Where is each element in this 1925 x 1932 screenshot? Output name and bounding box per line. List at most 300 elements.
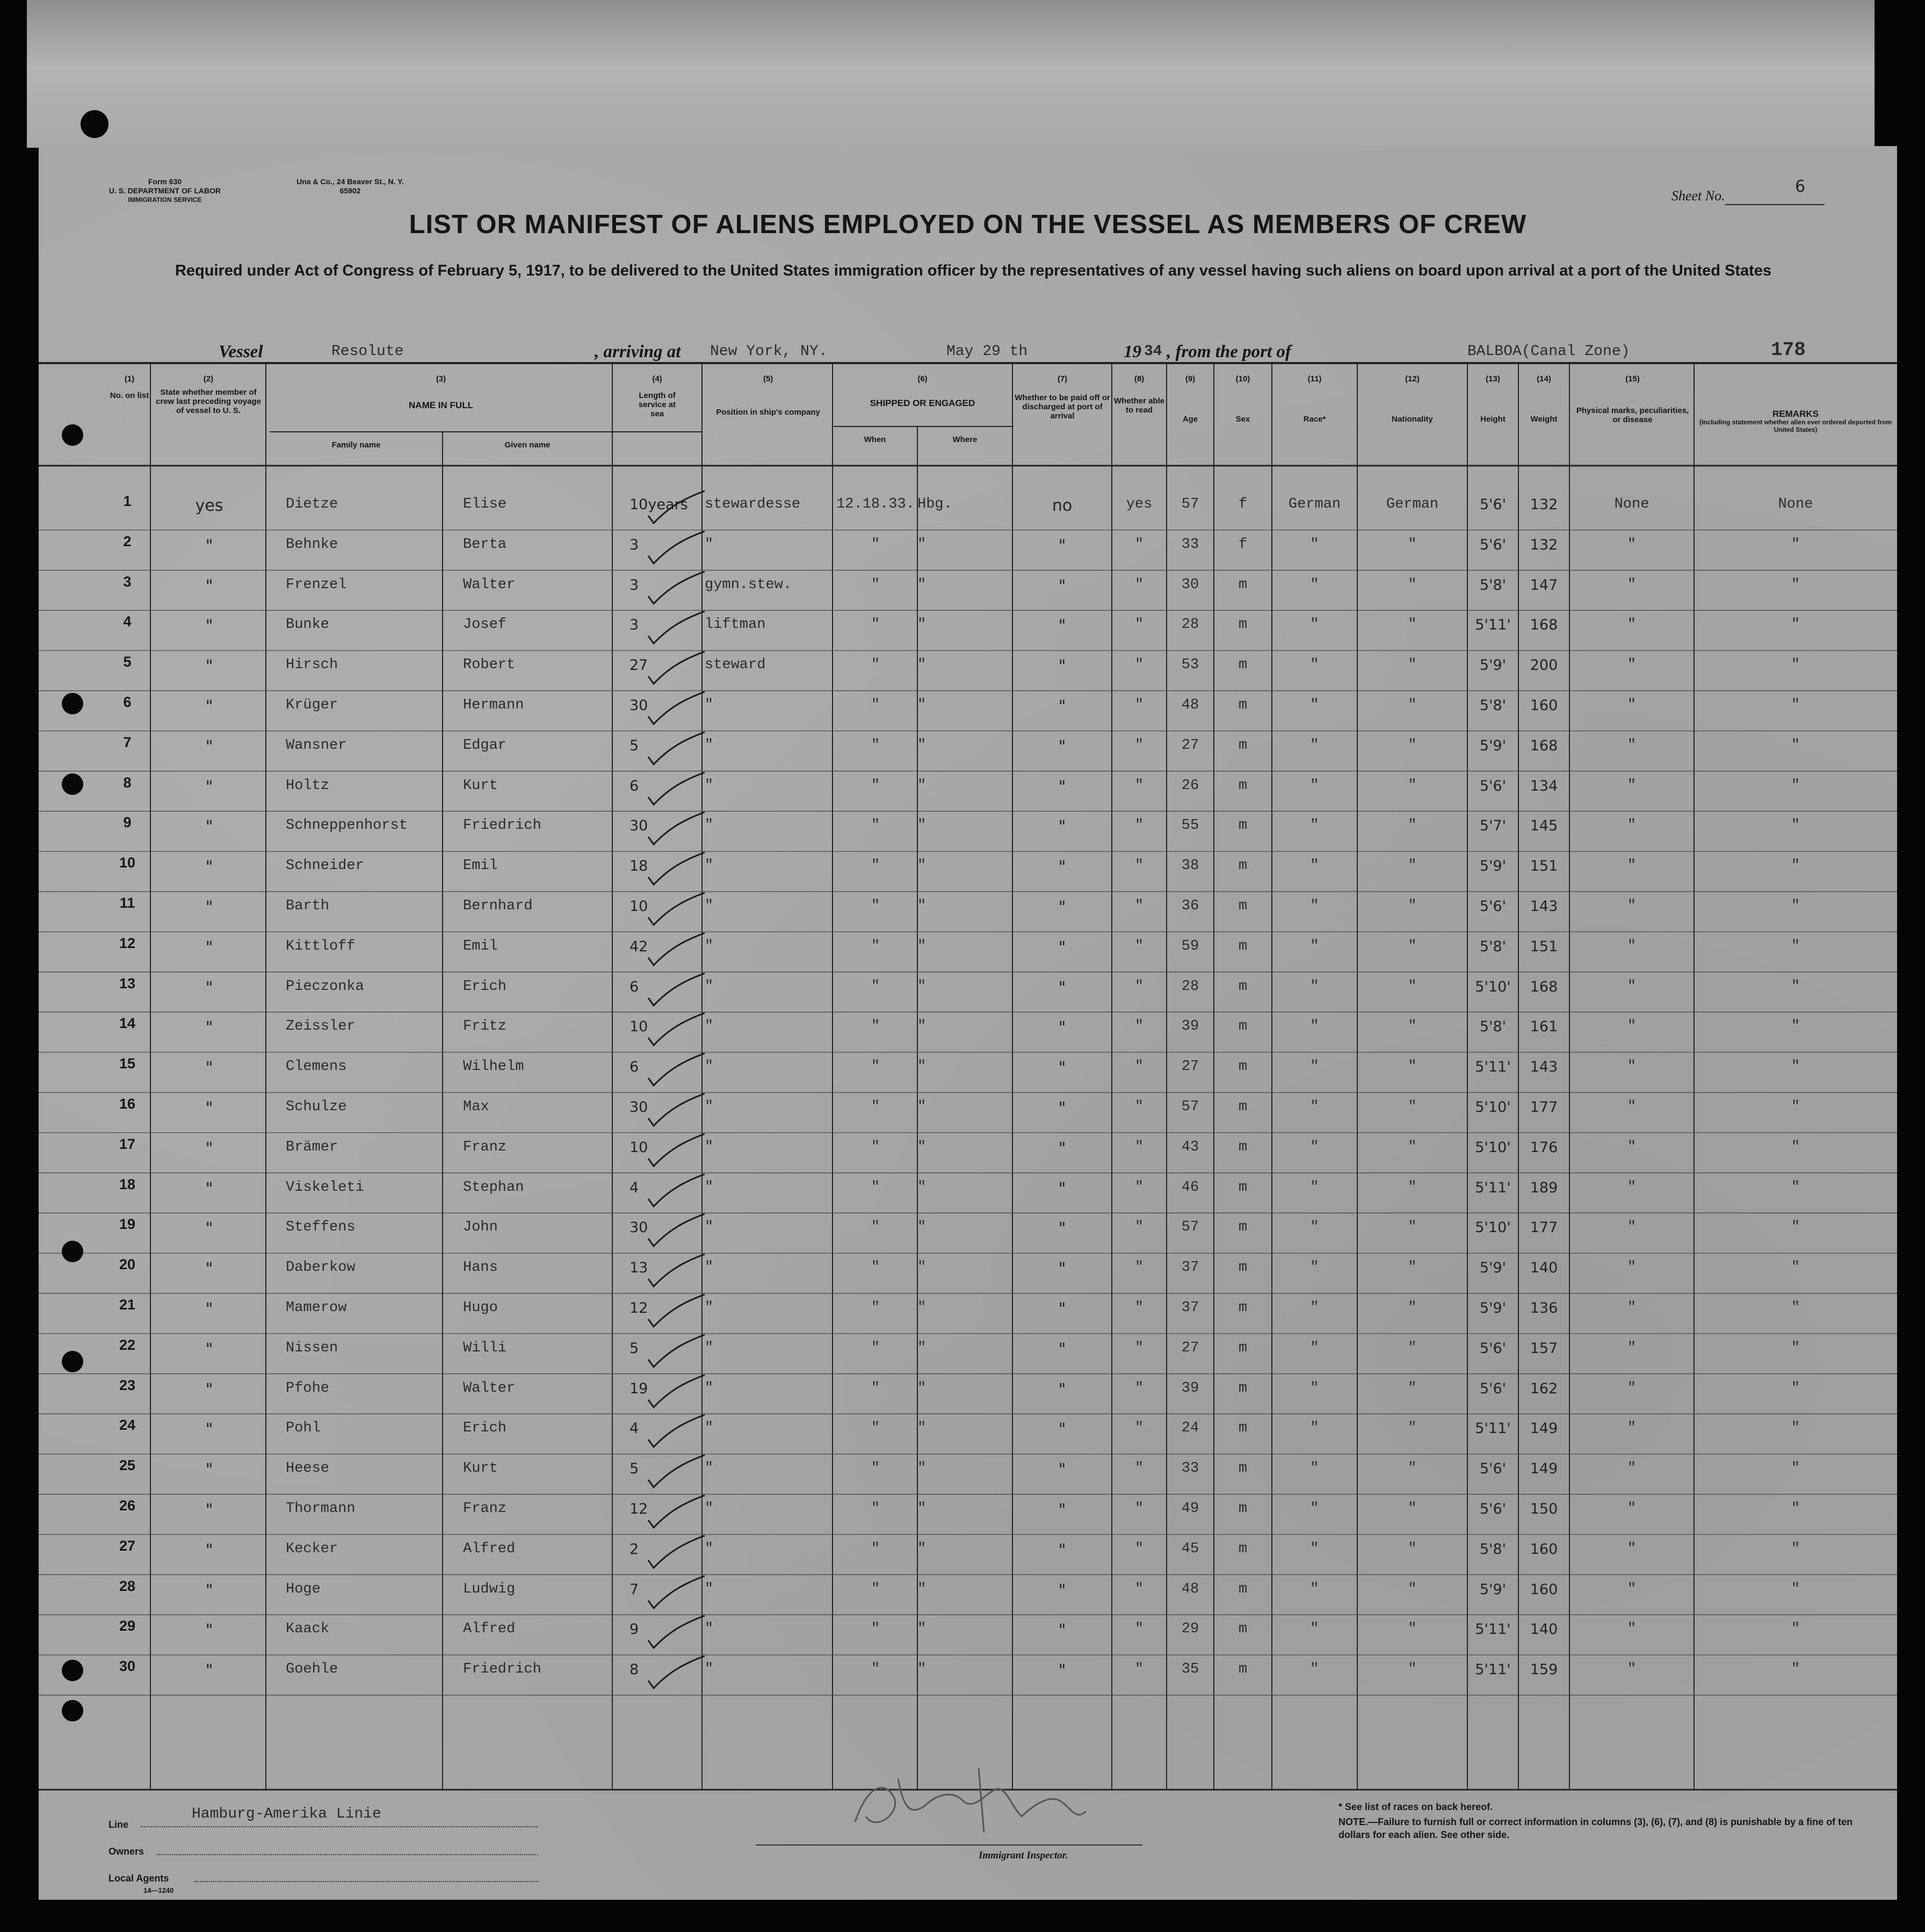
row-number: 1 bbox=[123, 493, 132, 509]
cell-position: " bbox=[705, 1661, 714, 1678]
cell-age: 57 bbox=[1181, 496, 1199, 512]
cell-given-name: Robert bbox=[463, 657, 516, 674]
cell-remarks: " bbox=[1791, 978, 1800, 995]
check-mark-icon bbox=[611, 691, 707, 728]
cell-given-name: Kurt bbox=[463, 777, 498, 794]
cell-position: " bbox=[705, 737, 714, 754]
check-mark-icon bbox=[611, 1173, 707, 1211]
cell-race: German bbox=[1288, 496, 1341, 512]
cell-given-name: Alfred bbox=[463, 1540, 516, 1557]
cell-paid-off: " bbox=[1058, 898, 1066, 917]
cell-race: " bbox=[1310, 1099, 1319, 1115]
cell-position: " bbox=[705, 777, 714, 794]
cell-position: liftman bbox=[705, 617, 766, 633]
cell-able-to-read: " bbox=[1134, 536, 1144, 553]
arrival-port: New York, NY. bbox=[710, 343, 828, 360]
cell-able-to-read: " bbox=[1134, 1540, 1144, 1557]
cell-physical-marks: " bbox=[1627, 576, 1637, 593]
cell-family-name: Kaack bbox=[286, 1621, 330, 1638]
cell-service: 6 bbox=[629, 1059, 639, 1076]
cell-when: " bbox=[871, 1340, 880, 1356]
cell-family-name: Dietze bbox=[286, 496, 338, 512]
table-row bbox=[39, 1414, 1897, 1454]
cell-when: " bbox=[871, 1059, 880, 1075]
cell-where: " bbox=[917, 1621, 927, 1638]
cell-where: " bbox=[917, 1340, 927, 1356]
check-mark-icon bbox=[611, 1133, 707, 1170]
cell-family-name: Steffens bbox=[286, 1219, 356, 1236]
cell-when: " bbox=[871, 1018, 880, 1035]
col-14-number: (14) bbox=[1537, 374, 1551, 383]
cell-prev-voyage: " bbox=[205, 1581, 213, 1600]
cell-where: " bbox=[917, 1420, 927, 1437]
cell-height: 5'8' bbox=[1479, 576, 1507, 594]
cell-weight: 168 bbox=[1530, 978, 1558, 995]
check-mark-icon bbox=[611, 731, 707, 769]
cell-remarks: None bbox=[1778, 496, 1813, 512]
cell-able-to-read: " bbox=[1134, 1059, 1144, 1075]
cell-race: " bbox=[1310, 817, 1319, 834]
cell-when: " bbox=[871, 1581, 880, 1597]
cell-height: 5'10' bbox=[1475, 1219, 1511, 1236]
cell-family-name: Wansner bbox=[286, 737, 347, 754]
col-head-8 bbox=[1113, 374, 1166, 415]
cell-physical-marks: " bbox=[1627, 737, 1637, 754]
cell-service: 10 bbox=[629, 1018, 648, 1036]
cell-position: " bbox=[705, 1219, 714, 1236]
cell-when: " bbox=[871, 1661, 880, 1678]
cell-position: " bbox=[705, 1540, 714, 1557]
cell-weight: 134 bbox=[1530, 777, 1558, 794]
cell-weight: 149 bbox=[1530, 1420, 1558, 1437]
cell-physical-marks: " bbox=[1627, 817, 1637, 834]
agents-label: Local Agents bbox=[108, 1873, 169, 1884]
cell-nationality: " bbox=[1408, 1581, 1417, 1597]
cell-race: " bbox=[1310, 536, 1319, 553]
cell-where: Hbg. bbox=[917, 496, 952, 512]
cell-prev-voyage: " bbox=[205, 1219, 213, 1239]
row-number: 4 bbox=[123, 613, 132, 630]
cell-family-name: Mamerow bbox=[286, 1300, 347, 1316]
cell-nationality: " bbox=[1408, 1460, 1417, 1477]
cell-given-name: Edgar bbox=[463, 737, 507, 754]
table-row bbox=[39, 1575, 1897, 1615]
cell-paid-off: " bbox=[1058, 1501, 1066, 1519]
cell-given-name: Emil bbox=[463, 938, 498, 954]
form-number: Form 630 bbox=[148, 177, 182, 186]
cell-position: gymn.stew. bbox=[705, 576, 792, 593]
cell-age: 45 bbox=[1181, 1540, 1199, 1557]
cell-paid-off: " bbox=[1058, 1380, 1066, 1399]
cell-nationality: " bbox=[1408, 1501, 1417, 1517]
cell-given-name: Hugo bbox=[463, 1300, 498, 1316]
col-10-label: Sex bbox=[1235, 415, 1250, 424]
cell-where: " bbox=[917, 1059, 927, 1075]
row-number: 22 bbox=[119, 1336, 136, 1353]
cell-nationality: " bbox=[1408, 1099, 1417, 1115]
cell-family-name: Behnke bbox=[286, 536, 338, 553]
col-10-number: (10) bbox=[1235, 374, 1250, 383]
check-mark-icon bbox=[611, 650, 707, 688]
cell-weight: 161 bbox=[1530, 1018, 1558, 1036]
col-head-14 bbox=[1518, 374, 1569, 424]
table-row bbox=[39, 972, 1897, 1012]
cell-sex: m bbox=[1238, 1581, 1248, 1597]
printer-name: Una & Co., 24 Beaver St., N. Y. bbox=[296, 177, 404, 186]
punch-hole bbox=[81, 110, 108, 138]
cell-age: 49 bbox=[1181, 1501, 1199, 1517]
cell-age: 48 bbox=[1181, 697, 1199, 713]
row-number: 28 bbox=[119, 1578, 136, 1594]
cell-sex: m bbox=[1238, 1099, 1248, 1115]
cell-paid-off: " bbox=[1058, 1260, 1066, 1279]
cell-family-name: Pohl bbox=[286, 1420, 321, 1437]
cell-race: " bbox=[1310, 1420, 1319, 1437]
col-9-label: Age bbox=[1182, 415, 1198, 424]
cell-given-name: Erich bbox=[463, 1420, 507, 1437]
cell-service: 4 bbox=[629, 1179, 639, 1196]
cell-service: 5 bbox=[629, 1460, 639, 1478]
cell-when: " bbox=[871, 1179, 880, 1196]
cell-able-to-read: " bbox=[1134, 1219, 1144, 1236]
cell-able-to-read: " bbox=[1134, 898, 1144, 914]
cell-family-name: Nissen bbox=[286, 1340, 338, 1356]
cell-weight: 168 bbox=[1530, 737, 1558, 754]
line-underline bbox=[141, 1826, 538, 1827]
cell-physical-marks: " bbox=[1627, 1621, 1637, 1638]
cell-height: 5'11' bbox=[1475, 1661, 1511, 1678]
cell-able-to-read: " bbox=[1134, 1018, 1144, 1035]
cell-height: 5'11' bbox=[1475, 1179, 1511, 1196]
cell-family-name: Pfohe bbox=[286, 1380, 330, 1396]
cell-prev-voyage: " bbox=[205, 817, 213, 837]
cell-prev-voyage: " bbox=[205, 1260, 213, 1279]
cell-position: " bbox=[705, 938, 714, 954]
cell-sex: m bbox=[1238, 1059, 1248, 1075]
from-label: , from the port of bbox=[1167, 342, 1291, 361]
cell-race: " bbox=[1310, 1581, 1319, 1597]
cell-race: " bbox=[1310, 1540, 1319, 1557]
cell-nationality: German bbox=[1386, 496, 1439, 512]
col-head-5 bbox=[705, 374, 831, 417]
cell-family-name: Barth bbox=[286, 898, 330, 914]
cell-able-to-read: " bbox=[1134, 1340, 1144, 1356]
cell-height: 5'6' bbox=[1479, 1340, 1507, 1357]
col-16-sublabel: (Including statement whether alien ever ordered deported from United States) bbox=[1699, 418, 1892, 433]
punch-hole bbox=[62, 1351, 83, 1372]
check-mark-icon bbox=[611, 1293, 707, 1331]
check-mark-icon bbox=[611, 1414, 707, 1451]
table-row bbox=[39, 1253, 1897, 1293]
table-row bbox=[39, 731, 1897, 771]
cell-service: 27 bbox=[629, 657, 648, 674]
cell-race: " bbox=[1310, 1661, 1319, 1678]
cell-physical-marks: " bbox=[1627, 1260, 1637, 1276]
cell-family-name: Pieczonka bbox=[286, 978, 364, 995]
inspector-signature bbox=[844, 1757, 1145, 1849]
cell-physical-marks: " bbox=[1627, 617, 1637, 633]
cell-prev-voyage: " bbox=[205, 617, 213, 636]
table-row bbox=[39, 1052, 1897, 1092]
cell-service: 9 bbox=[629, 1621, 639, 1638]
check-mark-icon bbox=[611, 490, 707, 527]
cell-service: 10 bbox=[629, 1139, 648, 1156]
col-head-9 bbox=[1167, 374, 1214, 424]
cell-weight: 136 bbox=[1530, 1300, 1558, 1316]
cell-height: 5'9' bbox=[1479, 1300, 1507, 1316]
cell-age: 29 bbox=[1181, 1621, 1199, 1638]
cell-sex: m bbox=[1238, 1420, 1248, 1437]
cell-weight: 151 bbox=[1530, 938, 1558, 955]
cell-height: 5'9' bbox=[1479, 737, 1507, 754]
cell-paid-off: " bbox=[1058, 1460, 1066, 1480]
cell-where: " bbox=[917, 536, 927, 553]
cell-when: " bbox=[871, 978, 880, 995]
check-mark-icon bbox=[611, 1213, 707, 1250]
cell-race: " bbox=[1310, 1260, 1319, 1276]
cell-sex: m bbox=[1238, 1501, 1248, 1517]
cell-when: " bbox=[871, 1099, 880, 1115]
cell-age: 28 bbox=[1181, 978, 1199, 995]
cell-prev-voyage: " bbox=[205, 737, 213, 756]
row-number: 15 bbox=[119, 1055, 136, 1072]
cell-when: " bbox=[871, 938, 880, 954]
cell-nationality: " bbox=[1408, 1300, 1417, 1316]
cell-paid-off: " bbox=[1058, 737, 1066, 756]
cell-weight: 143 bbox=[1530, 898, 1558, 915]
cell-weight: 140 bbox=[1530, 1621, 1558, 1638]
vessel-name: Resolute bbox=[331, 343, 404, 360]
cell-given-name: Kurt bbox=[463, 1460, 498, 1477]
row-number: 17 bbox=[119, 1135, 136, 1152]
cell-where: " bbox=[917, 898, 927, 914]
cell-weight: 132 bbox=[1530, 496, 1558, 513]
cell-remarks: " bbox=[1791, 697, 1800, 713]
cell-where: " bbox=[917, 1179, 927, 1196]
cell-physical-marks: " bbox=[1627, 858, 1637, 874]
row-number: 20 bbox=[119, 1256, 136, 1273]
cell-weight: 143 bbox=[1530, 1059, 1558, 1076]
underlying-sheet-edge bbox=[27, 0, 1875, 148]
cell-remarks: " bbox=[1791, 898, 1800, 914]
cell-age: 27 bbox=[1181, 737, 1199, 754]
cell-prev-voyage: " bbox=[205, 1540, 213, 1560]
cell-nationality: " bbox=[1408, 1340, 1417, 1356]
cell-nationality: " bbox=[1408, 576, 1417, 593]
cell-given-name: Walter bbox=[463, 1380, 516, 1396]
row-number: 14 bbox=[119, 1015, 136, 1032]
table-row bbox=[39, 1213, 1897, 1253]
col-15-label: Physical marks, peculiarities, or disease bbox=[1576, 406, 1689, 424]
cell-service: 12 bbox=[629, 1300, 648, 1316]
cell-able-to-read: " bbox=[1134, 938, 1144, 954]
cell-remarks: " bbox=[1791, 1179, 1800, 1196]
cell-position: steward bbox=[705, 657, 766, 674]
table-row bbox=[39, 1615, 1897, 1655]
cell-paid-off: " bbox=[1058, 1139, 1066, 1158]
cell-where: " bbox=[917, 617, 927, 633]
table-row bbox=[39, 1454, 1897, 1494]
cell-given-name: Berta bbox=[463, 536, 507, 553]
cell-remarks: " bbox=[1791, 1380, 1800, 1396]
cell-nationality: " bbox=[1408, 1059, 1417, 1075]
check-mark-icon bbox=[611, 1092, 707, 1130]
cell-age: 35 bbox=[1181, 1661, 1199, 1678]
col-3-family-head: Family name bbox=[331, 440, 381, 450]
cell-race: " bbox=[1310, 697, 1319, 713]
cell-position: " bbox=[705, 978, 714, 995]
line-value: Hamburg-Amerika Linie bbox=[192, 1806, 381, 1822]
cell-where: " bbox=[917, 1581, 927, 1597]
col-head-1 bbox=[108, 374, 150, 400]
cell-family-name: Clemens bbox=[286, 1059, 347, 1075]
cell-nationality: " bbox=[1408, 1260, 1417, 1276]
cell-sex: f bbox=[1238, 496, 1248, 512]
cell-race: " bbox=[1310, 1059, 1319, 1075]
table-row bbox=[39, 851, 1897, 892]
cell-position: " bbox=[705, 1501, 714, 1517]
sheet-label: Sheet No. bbox=[1671, 188, 1725, 204]
cell-physical-marks: " bbox=[1627, 978, 1637, 995]
check-mark-icon bbox=[611, 610, 707, 648]
row-number: 19 bbox=[119, 1216, 136, 1233]
cell-prev-voyage: " bbox=[205, 1059, 213, 1078]
cell-race: " bbox=[1310, 1018, 1319, 1035]
row-number: 13 bbox=[119, 975, 136, 992]
cell-race: " bbox=[1310, 1460, 1319, 1477]
cell-race: " bbox=[1310, 1139, 1319, 1155]
line-label: Line bbox=[108, 1819, 129, 1830]
cell-height: 5'7' bbox=[1479, 817, 1507, 835]
cell-height: 5'6' bbox=[1479, 536, 1507, 553]
cell-height: 5'6' bbox=[1479, 496, 1507, 513]
cell-able-to-read: yes bbox=[1126, 496, 1153, 512]
cell-paid-off: " bbox=[1058, 536, 1066, 555]
table-row bbox=[39, 1494, 1897, 1535]
cell-sex: m bbox=[1238, 1460, 1248, 1477]
cell-physical-marks: " bbox=[1627, 1179, 1637, 1196]
cell-where: " bbox=[917, 1501, 927, 1517]
cell-sex: m bbox=[1238, 1661, 1248, 1678]
cell-where: " bbox=[917, 1661, 927, 1678]
col-1-number: (1) bbox=[124, 374, 135, 383]
cell-position: " bbox=[705, 1179, 714, 1196]
check-mark-icon bbox=[611, 851, 707, 889]
punch-hole bbox=[62, 693, 83, 714]
cell-where: " bbox=[917, 657, 927, 674]
cell-when: 12.18.33. bbox=[836, 496, 915, 512]
cell-able-to-read: " bbox=[1134, 1581, 1144, 1597]
cell-able-to-read: " bbox=[1134, 1179, 1144, 1196]
table-row bbox=[39, 490, 1897, 530]
cell-prev-voyage: " bbox=[205, 1661, 213, 1681]
cell-position: stewardesse bbox=[705, 496, 801, 512]
row-number: 9 bbox=[123, 814, 132, 831]
cell-race: " bbox=[1310, 1501, 1319, 1517]
cell-paid-off: " bbox=[1058, 978, 1066, 997]
cell-remarks: " bbox=[1791, 777, 1800, 794]
cell-position: " bbox=[705, 1581, 714, 1597]
cell-sex: m bbox=[1238, 898, 1248, 914]
check-mark-icon bbox=[611, 1575, 707, 1612]
table-row bbox=[39, 1334, 1897, 1374]
cell-sex: m bbox=[1238, 1380, 1248, 1396]
cell-physical-marks: " bbox=[1627, 657, 1637, 674]
cell-able-to-read: " bbox=[1134, 1661, 1144, 1678]
check-mark-icon bbox=[611, 570, 707, 608]
cell-position: " bbox=[705, 817, 714, 834]
cell-weight: 147 bbox=[1530, 576, 1558, 594]
cell-given-name: Hans bbox=[463, 1260, 498, 1276]
cell-paid-off: " bbox=[1058, 1540, 1066, 1560]
cell-service: 30 bbox=[629, 1219, 648, 1236]
row-number: 12 bbox=[119, 935, 136, 951]
cell-service: 8 bbox=[629, 1661, 639, 1678]
check-mark-icon bbox=[611, 1374, 707, 1412]
cell-physical-marks: " bbox=[1627, 1139, 1637, 1155]
cell-nationality: " bbox=[1408, 1540, 1417, 1557]
cell-height: 5'8' bbox=[1479, 938, 1507, 955]
cell-remarks: " bbox=[1791, 1621, 1800, 1638]
cell-prev-voyage: " bbox=[205, 536, 213, 555]
cell-remarks: " bbox=[1791, 737, 1800, 754]
cell-position: " bbox=[705, 1300, 714, 1316]
cell-remarks: " bbox=[1791, 1420, 1800, 1437]
cell-when: " bbox=[871, 1621, 880, 1638]
check-mark-icon bbox=[611, 1052, 707, 1090]
cell-weight: 177 bbox=[1530, 1099, 1558, 1116]
cell-age: 27 bbox=[1181, 1340, 1199, 1356]
cell-height: 5'6' bbox=[1479, 1380, 1507, 1397]
cell-position: " bbox=[705, 1059, 714, 1075]
cell-when: " bbox=[871, 817, 880, 834]
cell-service: 3 bbox=[629, 576, 639, 594]
table-row bbox=[39, 932, 1897, 972]
cell-position: " bbox=[705, 1380, 714, 1396]
cell-where: " bbox=[917, 737, 927, 754]
row-number: 21 bbox=[119, 1297, 136, 1313]
cell-paid-off: " bbox=[1058, 817, 1066, 837]
cell-prev-voyage: " bbox=[205, 697, 213, 716]
col-head-4 bbox=[612, 374, 702, 418]
cell-sex: f bbox=[1238, 536, 1248, 553]
cell-sex: m bbox=[1238, 697, 1248, 713]
cell-position: " bbox=[705, 697, 714, 713]
cell-able-to-read: " bbox=[1134, 737, 1144, 754]
cell-where: " bbox=[917, 576, 927, 593]
cell-nationality: " bbox=[1408, 1621, 1417, 1638]
cell-age: 46 bbox=[1181, 1179, 1199, 1196]
cell-prev-voyage: " bbox=[205, 1340, 213, 1359]
cell-height: 5'8' bbox=[1479, 1540, 1507, 1558]
cell-paid-off: " bbox=[1058, 1059, 1066, 1078]
cell-race: " bbox=[1310, 898, 1319, 914]
cell-remarks: " bbox=[1791, 1300, 1800, 1316]
cell-family-name: Bunke bbox=[286, 617, 330, 633]
cell-given-name: Wilhelm bbox=[463, 1059, 524, 1075]
check-mark-icon bbox=[611, 1494, 707, 1532]
cell-sex: m bbox=[1238, 1340, 1248, 1356]
cell-remarks: " bbox=[1791, 1219, 1800, 1236]
cell-race: " bbox=[1310, 858, 1319, 874]
cell-given-name: Franz bbox=[463, 1139, 507, 1155]
cell-paid-off: no bbox=[1052, 496, 1073, 515]
cell-race: " bbox=[1310, 576, 1319, 593]
cell-physical-marks: " bbox=[1627, 1581, 1637, 1597]
cell-service: 7 bbox=[629, 1581, 639, 1598]
cell-physical-marks: " bbox=[1627, 536, 1637, 553]
cell-position: " bbox=[705, 536, 714, 553]
